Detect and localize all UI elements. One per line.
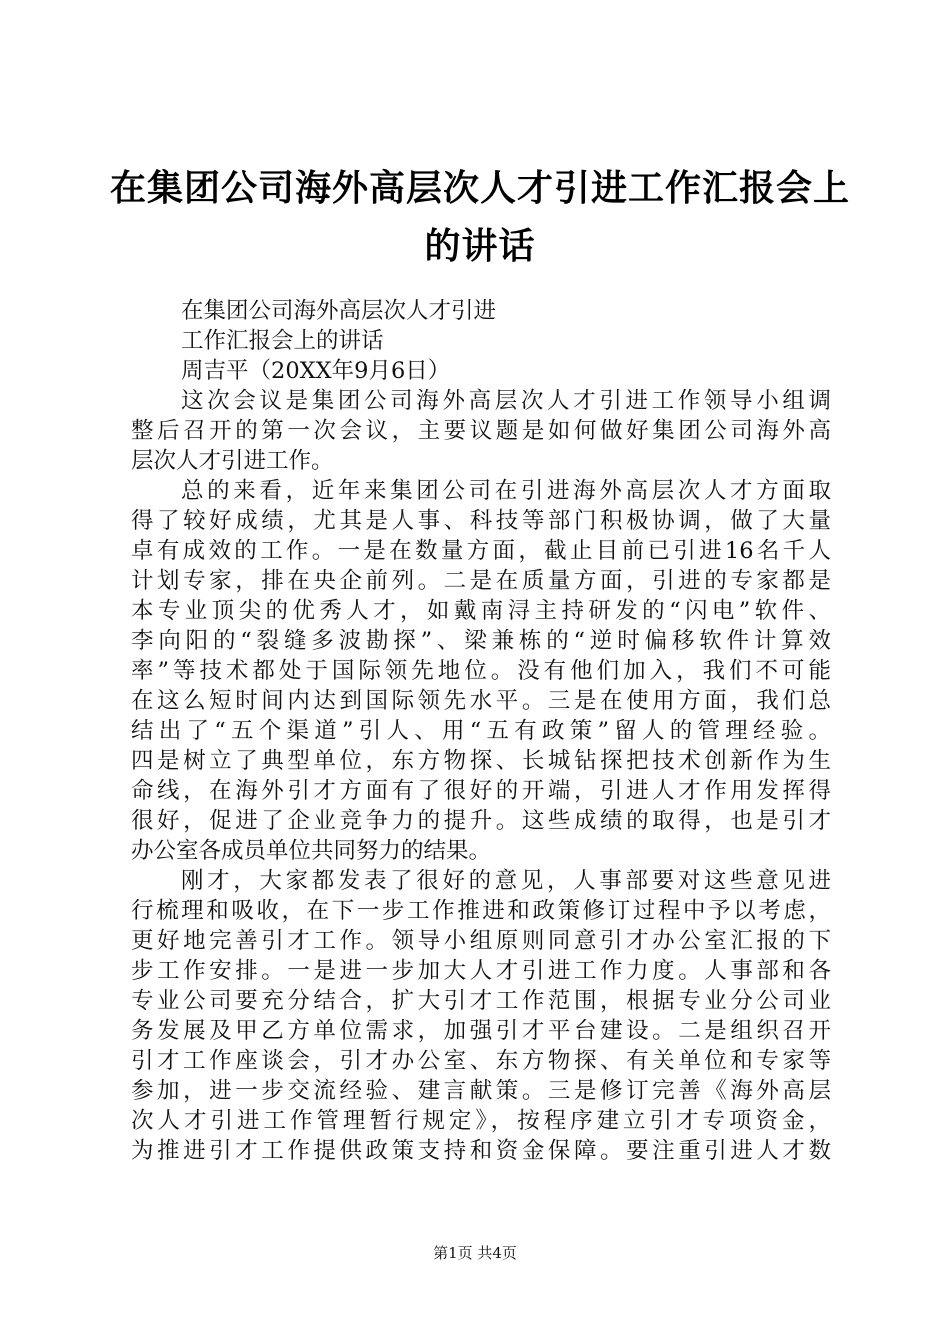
- paragraph-line: 整后召开的第一次会议，主要议题是如何做好集团公司海外高: [131, 418, 831, 444]
- paragraph-line: 专业公司要充分结合，扩大引才工作范围，根据专业分公司业: [131, 988, 831, 1014]
- header-line-author-date: 周吉平（20XX年9月6日）: [181, 358, 451, 384]
- paragraph-line: 行梳理和吸收，在下一步工作推进和政策修订过程中予以考虑，: [131, 898, 831, 924]
- paragraph-line: 务发展及甲乙方单位需求，加强引才平台建设。二是组织召开: [131, 1018, 831, 1044]
- paragraph-line: 结出了“五个渠道”引人、用“五有政策”留人的管理经验。: [131, 718, 831, 744]
- paragraph-line: 刚才，大家都发表了很好的意见，人事部要对这些意见进: [181, 868, 831, 894]
- paragraph-line: 总的来看，近年来集团公司在引进海外高层次人才方面取: [181, 478, 831, 504]
- paragraph-line: 率”等技术都处于国际领先地位。没有他们加入，我们不可能: [131, 658, 831, 684]
- paragraph-line: 为推进引才工作提供政策支持和资金保障。要注重引进人才数: [131, 1138, 831, 1164]
- paragraph-line: 李向阳的“裂缝多波勘探”、梁兼栋的“逆时偏移软件计算效: [131, 628, 831, 654]
- paragraph-line: 办公室各成员单位共同努力的结果。: [131, 838, 492, 864]
- header-line: 在集团公司海外高层次人才引进: [181, 298, 497, 324]
- header-line: 工作汇报会上的讲话: [181, 328, 384, 354]
- paragraph-line: 步工作安排。一是进一步加大人才引进工作力度。人事部和各: [131, 958, 831, 984]
- document-title: [110, 160, 850, 276]
- paragraph-line: 得了较好成绩，尤其是人事、科技等部门积极协调，做了大量: [131, 508, 831, 534]
- paragraph-line: 参加，进一步交流经验、建言献策。三是修订完善《海外高层: [131, 1078, 831, 1104]
- paragraph-line: 计划专家，排在央企前列。二是在质量方面，引进的专家都是: [131, 568, 831, 594]
- paragraph-line: 四是树立了典型单位，东方物探、长城钻探把技术创新作为生: [131, 748, 831, 774]
- title-line: 在集团公司海外高层次人才引进工作汇报会上: [110, 168, 851, 209]
- paragraph-line: 本专业顶尖的优秀人才，如戴南浔主持研发的“闪电”软件、: [131, 598, 831, 624]
- document-body: [131, 296, 831, 1166]
- paragraph-line: 次人才引进工作管理暂行规定》，按程序建立引才专项资金，: [131, 1108, 831, 1134]
- paragraph-line: 这次会议是集团公司海外高层次人才引进工作领导小组调: [181, 388, 831, 414]
- paragraph-line: 在这么短时间内达到国际领先水平。三是在使用方面，我们总: [131, 688, 831, 714]
- paragraph-line: 引才工作座谈会，引才办公室、东方物探、有关单位和专家等: [131, 1048, 831, 1074]
- paragraph-line: 更好地完善引才工作。领导小组原则同意引才办公室汇报的下: [131, 928, 831, 954]
- paragraph-line: 卓有成效的工作。一是在数量方面，截止目前已引进16名千人: [131, 538, 831, 564]
- page-number-footer: 第1页 共4页: [433, 1244, 517, 1262]
- paragraph-line: 层次人才引进工作。: [131, 448, 334, 474]
- paragraph-line: 命线，在海外引才方面有了很好的开端，引进人才作用发挥得: [131, 778, 831, 804]
- title-line: 的讲话: [424, 226, 536, 267]
- paragraph-line: 很好，促进了企业竞争力的提升。这些成绩的取得，也是引才: [131, 808, 831, 834]
